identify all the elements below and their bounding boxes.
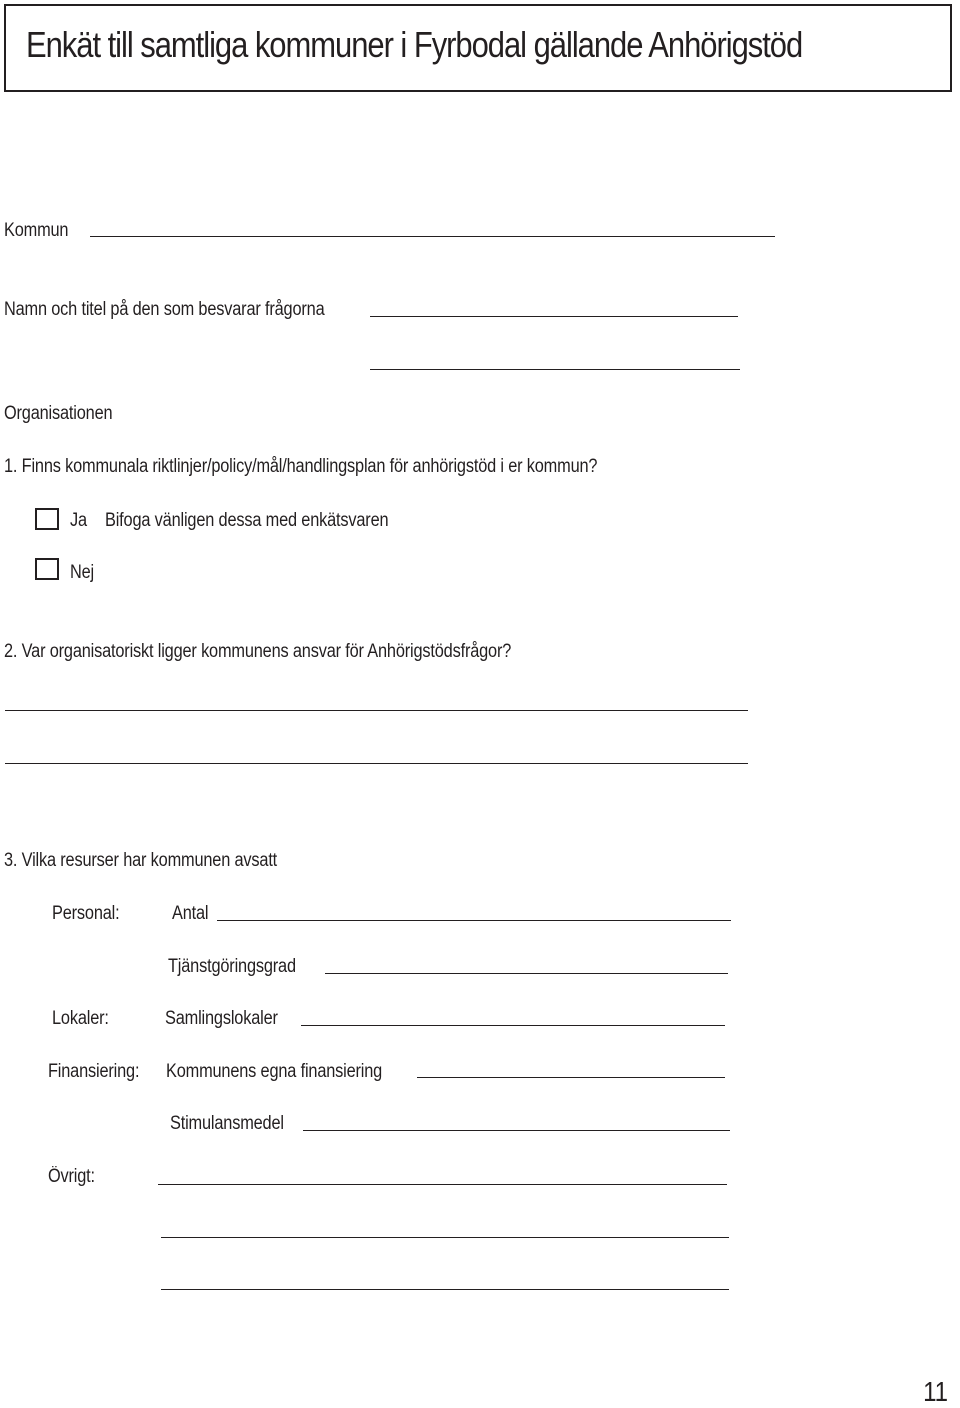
stimulansmedel-label: Stimulansmedel [170, 1113, 284, 1134]
q1-question: 1. Finns kommunala riktlinjer/policy/mål/handlingsplan för anhörigstöd i er kommun? [4, 456, 598, 477]
ovrigt-line-3[interactable] [161, 1289, 729, 1290]
q2-answer-line-1[interactable] [5, 710, 748, 711]
kommun-label: Kommun [4, 220, 69, 241]
page-number: 11 [922, 1376, 948, 1407]
q1-nej-checkbox[interactable] [35, 558, 59, 580]
q2-question: 2. Var organisatoriskt ligger kommunens ansvar för Anhörigstödsfrågor? [4, 641, 512, 662]
finansiering-label: Finansiering: [48, 1061, 140, 1082]
egna-finansiering-field[interactable] [417, 1077, 725, 1078]
stimulansmedel-field[interactable] [303, 1130, 730, 1131]
samlingslokaler-label: Samlingslokaler [165, 1008, 278, 1029]
q1-ja-note: Bifoga vänligen dessa med enkätsvaren [105, 510, 389, 531]
antal-field[interactable] [217, 920, 731, 921]
title-box [4, 4, 952, 92]
namn-field[interactable] [370, 316, 738, 317]
egna-finansiering-label: Kommunens egna finansiering [166, 1061, 383, 1082]
namn-label: Namn och titel på den som besvarar frågorna [4, 299, 325, 320]
organisation-label: Organisationen [4, 403, 113, 424]
personal-label: Personal: [52, 903, 120, 924]
page-title: Enkät till samtliga kommuner i Fyrbodal gällande Anhörigstöd [26, 24, 803, 65]
q1-ja-checkbox[interactable] [35, 508, 59, 530]
tjanstgoringsgrad-label: Tjänstgöringsgrad [168, 956, 296, 977]
q1-nej-label: Nej [70, 562, 95, 583]
q3-question: 3. Vilka resurser har kommunen avsatt [4, 850, 278, 871]
tjanstgoringsgrad-field[interactable] [325, 973, 728, 974]
lokaler-label: Lokaler: [52, 1008, 109, 1029]
samlingslokaler-field[interactable] [301, 1025, 725, 1026]
ovrigt-line-2[interactable] [161, 1237, 729, 1238]
antal-label: Antal [172, 903, 209, 924]
ovrigt-line-1[interactable] [158, 1184, 727, 1185]
q1-ja-label: Ja [70, 510, 87, 531]
q2-answer-line-2[interactable] [5, 763, 748, 764]
kommun-field[interactable] [90, 236, 775, 237]
ovrigt-label: Övrigt: [48, 1166, 95, 1187]
namn-field-2[interactable] [370, 369, 740, 370]
